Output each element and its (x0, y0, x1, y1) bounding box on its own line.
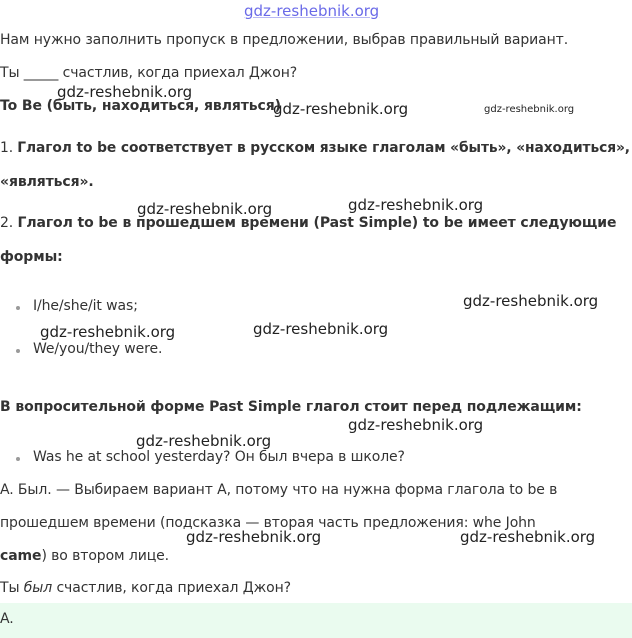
question-heading: В вопросительной форме Past Simple глагол стоит перед подлежащим: (0, 399, 582, 415)
watermark: gdz-reshebnik.org (136, 432, 272, 450)
point-text: Глагол to be соответствует в русском языке глаголам «быть», «находиться», (17, 140, 630, 156)
watermark: gdz-reshebnik.org (253, 320, 389, 338)
bullet-icon (16, 349, 20, 353)
watermark: gdz-reshebnik.org (460, 528, 596, 546)
rule-point-1-continued: «являться». (0, 174, 94, 190)
rule-point-2-continued: формы: (0, 249, 63, 265)
explanation-rest: ) во втором лице. (41, 548, 169, 564)
answer-box (0, 603, 632, 638)
list-item: I/he/she/it was; (33, 298, 138, 314)
watermark: gdz-reshebnik.org (348, 196, 484, 214)
result-before: Ты (0, 580, 24, 596)
point-number: 2. (0, 215, 18, 231)
task-intro: Нам нужно заполнить пропуск в предложении, выбрав правильный вариант. (0, 32, 569, 48)
watermark: gdz-reshebnik.org (137, 200, 273, 218)
answer-text: A. (0, 611, 14, 627)
watermark: gdz-reshebnik.org (40, 323, 176, 341)
rule-point-2 (0, 215, 616, 231)
point-text: Глагол to be в прошедшем времени (Past Simple) to be имеет следующие (17, 215, 617, 231)
watermark: gdz-reshebnik.org (273, 100, 409, 118)
watermark: gdz-reshebnik.org (463, 292, 599, 310)
task-sentence: Ты _____ счастлив, когда приехал Джон? (0, 65, 298, 81)
rule-heading: To Be (быть, находиться, являться) (0, 98, 281, 114)
list-item: We/you/they were. (33, 341, 163, 357)
rule-point-1 (0, 140, 630, 156)
result-after: счастлив, когда приехал Джон? (52, 580, 291, 596)
example-item: Was he at school yesterday? Он был вчера в школе? (33, 449, 405, 465)
watermark: gdz-reshebnik.org (186, 528, 322, 546)
explanation-line-2: прошедшем времени (подсказка — вторая часть предложения: whe John (0, 515, 536, 531)
explanation-line-1: A. Был. — Выбираем вариант A, потому что на нужна форма глагола to be в (0, 482, 558, 498)
watermark: gdz-reshebnik.org (348, 416, 484, 434)
result-sentence (0, 580, 291, 596)
point-number: 1. (0, 140, 18, 156)
bullet-icon (16, 457, 20, 461)
watermark-top: gdz-reshebnik.org (244, 2, 380, 20)
bullet-icon (16, 306, 20, 310)
watermark: gdz-reshebnik.org (57, 83, 193, 101)
result-italic: был (23, 580, 53, 596)
watermark: gdz-reshebnik.org (484, 104, 575, 115)
explanation-line-3 (0, 548, 169, 564)
highlight-word: came (0, 548, 42, 564)
